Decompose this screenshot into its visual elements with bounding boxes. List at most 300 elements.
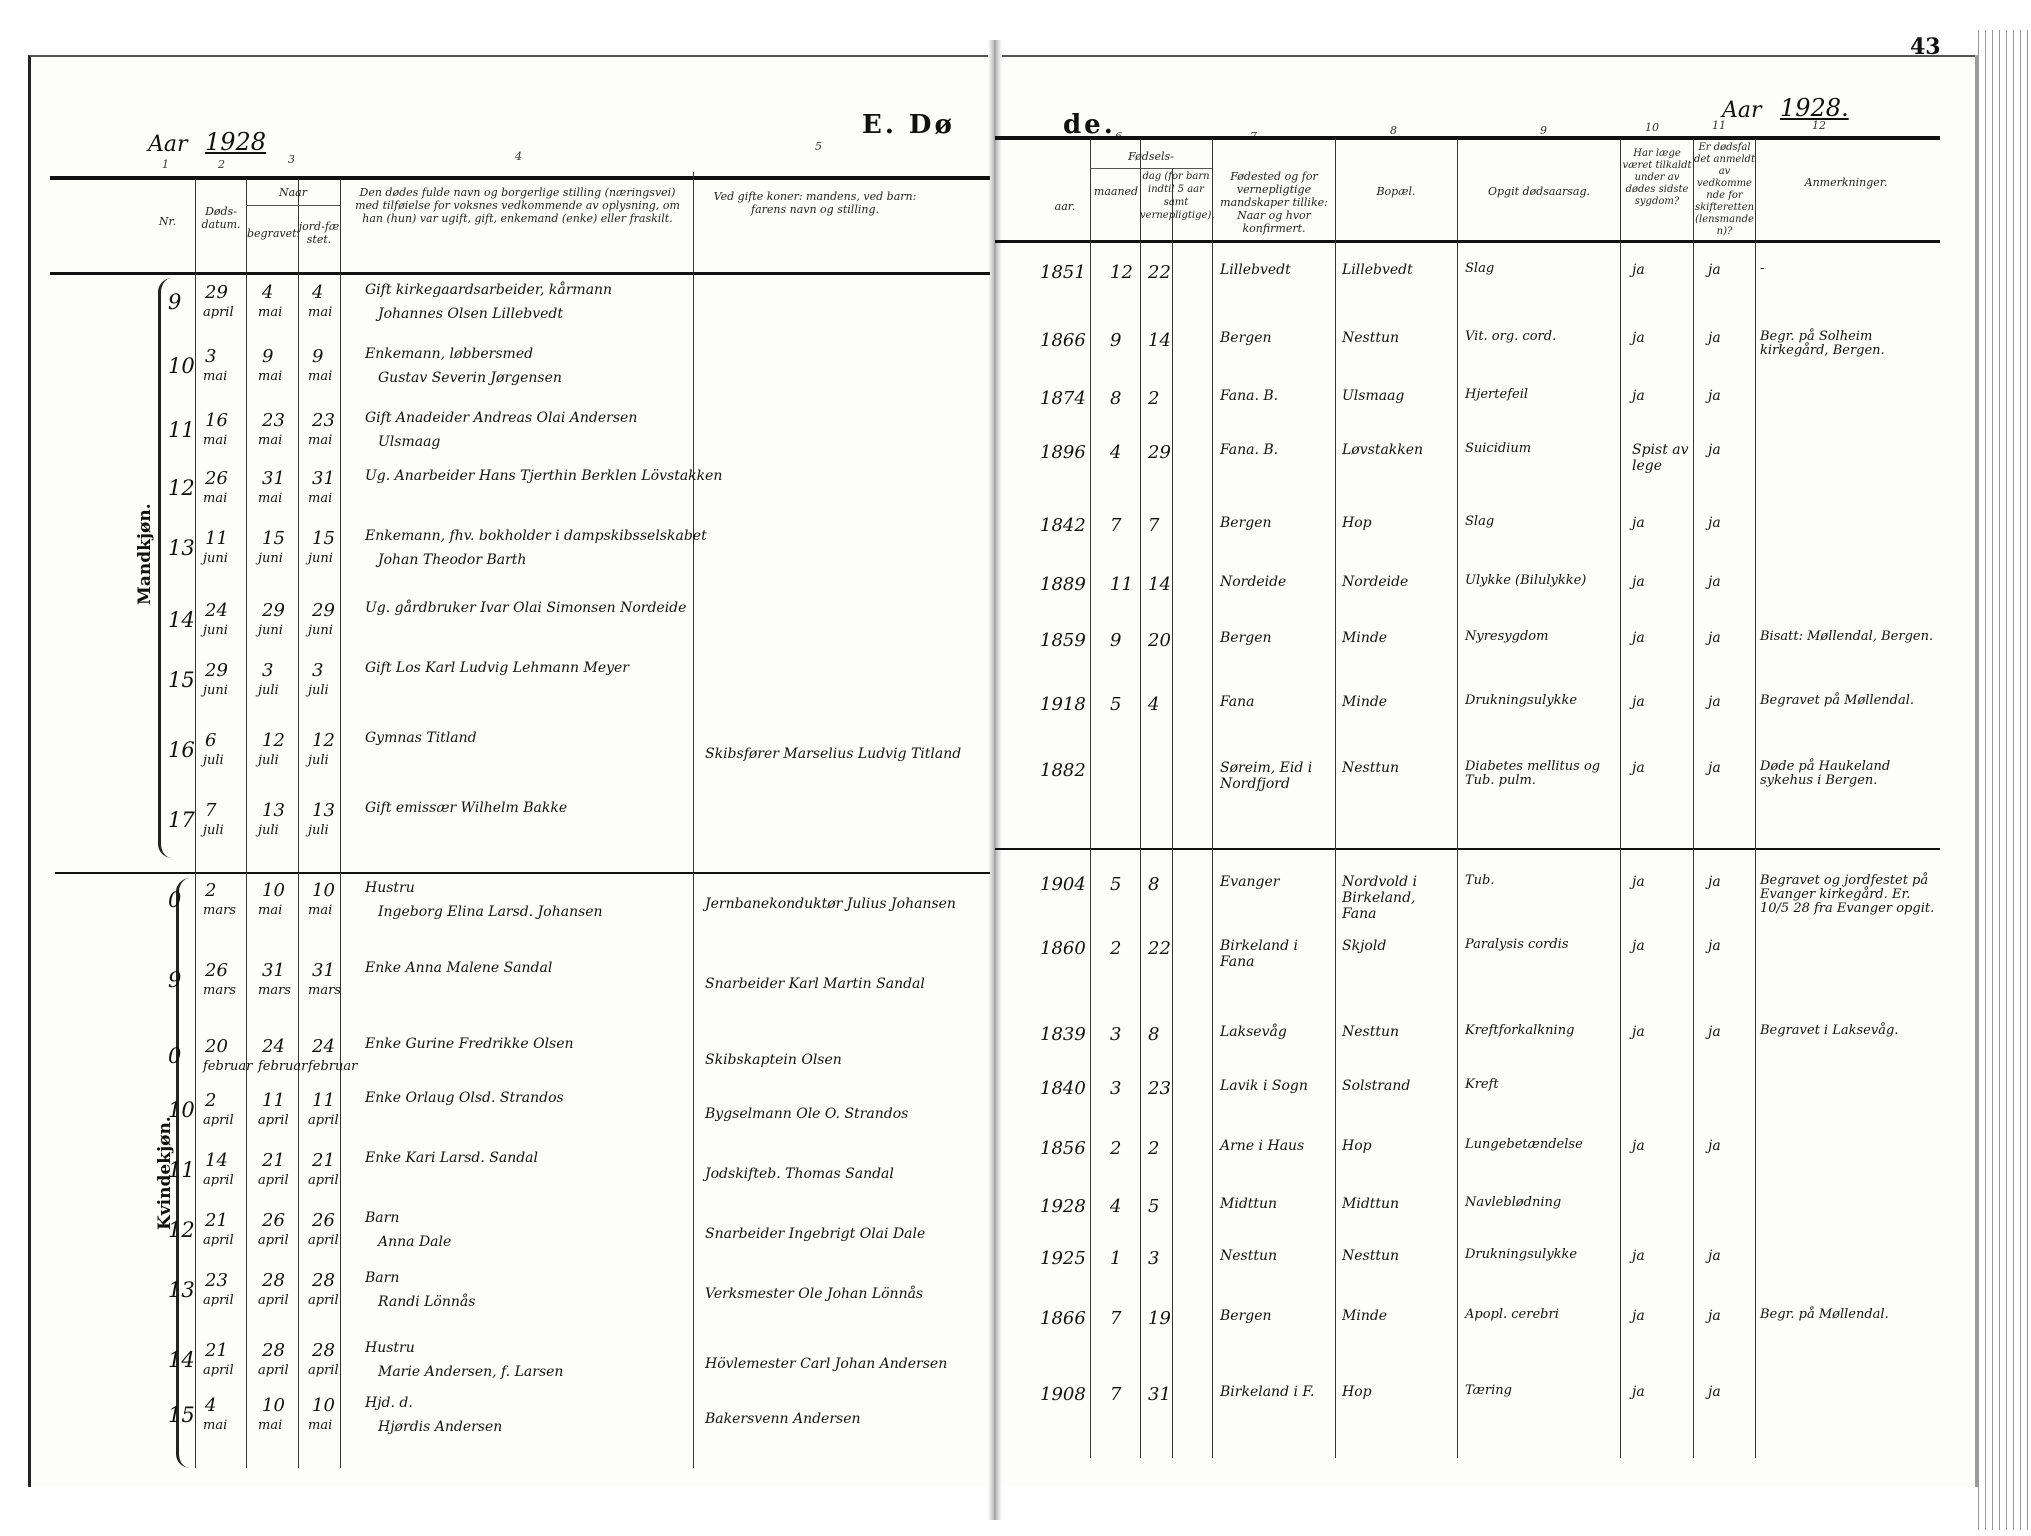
cell-month: 8	[1110, 388, 1122, 409]
cell-d: 4	[205, 1395, 217, 1416]
cell-name: Randi Lönnås	[378, 1294, 476, 1310]
cell-cause: Tub.	[1465, 873, 1495, 888]
cell-d: 21	[312, 1150, 335, 1171]
cell-month: 3	[1110, 1078, 1122, 1099]
cell-name: Ug. gårdbruker Ivar Olai Simonsen Nordeide	[365, 600, 687, 616]
cell-residence: Nesttun	[1342, 1024, 1400, 1040]
header-earth: jord-fæstet.	[298, 220, 340, 246]
cell-m: juli	[258, 753, 279, 768]
cell-name: Gift Los Karl Ludvig Lehmann Meyer	[365, 660, 629, 676]
cell-birthplace: Bergen	[1220, 630, 1272, 646]
cell-nr: 13	[168, 536, 195, 560]
cell-year: 1860	[1040, 938, 1086, 959]
cell-d: 4	[312, 282, 324, 303]
header-doctor: Har læge været tilkaldt under av dødes sidste sygdom?	[1622, 148, 1692, 207]
cell-day: 5	[1148, 1196, 1160, 1217]
cell-name: Gymnas Titland	[365, 730, 477, 746]
cell-year: 1882	[1040, 760, 1086, 781]
cell-m: april	[308, 1173, 339, 1188]
cell-m: mai	[258, 903, 283, 918]
col-rule	[195, 178, 196, 1468]
cell-cause: Slag	[1465, 514, 1495, 529]
cell-residence: Nesttun	[1342, 330, 1400, 346]
cell-m: mai	[308, 369, 333, 384]
page-number: 43	[1910, 34, 1941, 60]
cell-m: april	[258, 1113, 289, 1128]
cell-m: april	[203, 305, 234, 320]
cell-m: april	[308, 1233, 339, 1248]
cell-d: 26	[312, 1210, 335, 1231]
cell-d: 12	[312, 730, 335, 751]
cell-day: 4	[1148, 694, 1160, 715]
year-right: 1928.	[1780, 94, 1849, 122]
cell-spouse: Snarbeider Ingebrigt Olai Dale	[705, 1226, 926, 1242]
cell-name: Barn	[365, 1210, 400, 1226]
cell-birthplace: Fana	[1220, 694, 1255, 710]
cell-d: 31	[262, 960, 285, 981]
col-rule	[246, 178, 247, 1468]
cell-day: 31	[1148, 1384, 1171, 1405]
cell-m: februar	[308, 1059, 358, 1074]
cell-spouse: Skibsfører Marselius Ludvig Titland	[705, 746, 962, 762]
col-rule	[1172, 168, 1173, 1458]
cell-d: 29	[262, 600, 285, 621]
cell-m: mai	[308, 903, 333, 918]
cell-d: 10	[312, 880, 335, 901]
cell-name: Hustru	[365, 1340, 415, 1356]
cell-nr: 9	[168, 968, 182, 992]
cell-d: 23	[205, 1270, 228, 1291]
cell-nr: 13	[168, 1278, 195, 1302]
col-rule	[1693, 138, 1694, 1458]
cell-name: Enkemann, fhv. bokholder i dampskibsselskabet	[365, 528, 707, 544]
cell-day: 22	[1148, 262, 1171, 283]
cell-d: 15	[312, 528, 335, 549]
group-label-female: Kvindekjøn.	[155, 1116, 175, 1230]
cell-m: mai	[258, 433, 283, 448]
col-rule	[1457, 138, 1458, 1458]
cell-month: 5	[1110, 694, 1122, 715]
header-naar: Naar	[279, 186, 307, 199]
cell-doctor: ja	[1632, 760, 1645, 776]
cell-name: Johan Theodor Barth	[378, 552, 527, 568]
column-number: 10	[1645, 121, 1659, 134]
cell-cause: Navleblødning	[1465, 1195, 1562, 1210]
cell-nr: 14	[168, 1348, 195, 1372]
header-cause: Opgit dødsaarsag.	[1487, 185, 1590, 198]
cell-m: mai	[308, 433, 333, 448]
cell-year: 1866	[1040, 330, 1086, 351]
cell-d: 6	[205, 730, 217, 751]
cell-month: 4	[1110, 442, 1122, 463]
naar-rule	[246, 205, 340, 206]
cell-cause: Hjertefeil	[1465, 387, 1529, 402]
header-bottom-rule	[50, 272, 990, 275]
cell-residence: Lillebvedt	[1342, 262, 1413, 278]
cell-m: mai	[308, 491, 333, 506]
cell-residence: Nordeide	[1342, 574, 1409, 590]
cell-residence: Hop	[1342, 1138, 1372, 1154]
cell-m: februar	[258, 1059, 308, 1074]
header-remarks: Anmerkninger.	[1804, 176, 1888, 189]
cell-nr: 12	[168, 476, 195, 500]
cell-day: 19	[1148, 1308, 1171, 1329]
cell-d: 24	[205, 600, 228, 621]
cell-m: juli	[308, 683, 329, 698]
header-nr: Nr.	[158, 215, 177, 228]
cell-birthplace: Arne i Haus	[1220, 1138, 1305, 1154]
cell-spouse: Jodskifteb. Thomas Sandal	[705, 1166, 894, 1182]
cell-d: 28	[312, 1340, 335, 1361]
cell-cause: Apopl. cerebri	[1465, 1307, 1559, 1322]
cell-m: mai	[203, 369, 228, 384]
cell-year: 1918	[1040, 694, 1086, 715]
col-rule	[1090, 138, 1091, 1458]
header-birth-year: aar.	[1054, 200, 1076, 213]
cell-month: 4	[1110, 1196, 1122, 1217]
cell-month: 2	[1110, 1138, 1122, 1159]
cell-cause: Lungebetændelse	[1465, 1137, 1583, 1152]
cell-cause: Diabetes mellitus og Tub. pulm.	[1465, 759, 1601, 788]
cell-name: Enke Gurine Fredrikke Olsen	[365, 1036, 574, 1052]
cell-year: 1859	[1040, 630, 1086, 651]
cell-m: mai	[203, 433, 228, 448]
header-name: Den dødes fulde navn og borgerlige stilling (næringsvei) med tilføielse for voksnes vedkommende av oplysning, om han (hun) var ugift, gift, enkemand (enke) eller fraskilt.	[355, 186, 680, 225]
cell-m: mars	[203, 983, 236, 998]
cell-year: 1839	[1040, 1024, 1086, 1045]
cell-residence: Nordvold i Birkeland, Fana	[1342, 874, 1418, 922]
cell-d: 21	[205, 1210, 228, 1231]
cell-month: 5	[1110, 874, 1122, 895]
cell-d: 13	[262, 800, 285, 821]
column-number: 9	[1540, 124, 1547, 137]
cell-remarks: Døde på Haukeland sykehus i Bergen.	[1760, 759, 1891, 788]
cell-reported: ja	[1708, 1384, 1721, 1400]
cell-spouse: Bakersvenn Andersen	[705, 1411, 861, 1427]
page-edges	[1975, 30, 2031, 1530]
col-rule	[1335, 138, 1336, 1458]
cell-d: 26	[205, 960, 228, 981]
cell-m: mai	[203, 1418, 228, 1433]
cell-day: 2	[1148, 388, 1160, 409]
cell-doctor: ja	[1632, 330, 1645, 346]
cell-nr: 15	[168, 668, 195, 692]
cell-remarks: Begr. på Solheim kirkegård, Bergen.	[1760, 329, 1885, 358]
cell-d: 2	[205, 880, 217, 901]
cell-day: 7	[1148, 515, 1160, 536]
cell-d: 3	[205, 346, 217, 367]
cell-nr: 9	[168, 290, 182, 314]
cell-d: 9	[262, 346, 274, 367]
cell-nr: 15	[168, 1403, 195, 1427]
cell-cause: Drukningsulykke	[1465, 1247, 1578, 1262]
cell-month: 9	[1110, 330, 1122, 351]
cell-birthplace: Lillebvedt	[1220, 262, 1291, 278]
cell-doctor: Spist av lege	[1632, 442, 1689, 474]
cell-m: juni	[203, 551, 228, 566]
cell-remarks: Begravet på Møllendal.	[1760, 693, 1915, 708]
cell-residence: Hop	[1342, 515, 1372, 531]
cell-birthplace: Fana. B.	[1220, 388, 1279, 404]
header-birth-month: maaned	[1093, 185, 1139, 198]
cell-birthplace: Bergen	[1220, 515, 1272, 531]
cell-name: Ug. Anarbeider Hans Tjerthin Berklen Lövstakken	[365, 468, 723, 484]
cell-name: Gustav Severin Jørgensen	[378, 370, 562, 386]
cell-day: 23	[1148, 1078, 1171, 1099]
cell-spouse: Snarbeider Karl Martin Sandal	[705, 976, 925, 992]
cell-birthplace: Søreim, Eid i Nordfjord	[1220, 760, 1313, 792]
cell-d: 26	[262, 1210, 285, 1231]
cell-cause: Suicidium	[1465, 441, 1532, 456]
cell-m: mai	[258, 369, 283, 384]
cell-day: 8	[1148, 1024, 1160, 1045]
cell-spouse: Hövlemester Carl Johan Andersen	[705, 1356, 948, 1372]
cell-d: 23	[312, 410, 335, 431]
cell-birthplace: Midttun	[1220, 1196, 1278, 1212]
cell-m: juni	[203, 683, 228, 698]
cell-m: mai	[258, 491, 283, 506]
cell-remarks: Bisatt: Møllendal, Bergen.	[1760, 629, 1934, 644]
cell-residence: Løvstakken	[1342, 442, 1424, 458]
column-number: 6	[1115, 130, 1122, 143]
col-rule	[693, 172, 694, 1468]
column-number: 8	[1390, 124, 1397, 137]
cell-month: 11	[1110, 574, 1133, 595]
cell-cause: Paralysis cordis	[1465, 937, 1569, 952]
cell-d: 4	[262, 282, 274, 303]
cell-spouse: Verksmester Ole Johan Lönnås	[705, 1286, 924, 1302]
header-birthplace: Fødested og for vernepligtige mandskaper tillike: Naar og hvor konfirmert.	[1220, 170, 1328, 235]
cell-m: juli	[308, 823, 329, 838]
cell-month: 3	[1110, 1024, 1122, 1045]
cell-doctor: ja	[1632, 938, 1645, 954]
cell-year: 1842	[1040, 515, 1086, 536]
cell-birthplace: Laksevåg	[1220, 1024, 1287, 1040]
cell-name: Hjørdis Andersen	[378, 1419, 503, 1435]
cell-nr: 12	[168, 1218, 195, 1242]
cell-d: 10	[312, 1395, 335, 1416]
cell-m: juli	[258, 823, 279, 838]
cell-d: 10	[262, 880, 285, 901]
cell-m: juni	[308, 551, 333, 566]
col-rule	[1755, 138, 1756, 1458]
year-left: 1928	[205, 128, 267, 156]
cell-doctor: ja	[1632, 874, 1645, 890]
cell-day: 8	[1148, 874, 1160, 895]
cell-d: 29	[312, 600, 335, 621]
cell-cause: Ulykke (Bilulykke)	[1465, 573, 1587, 588]
section-title-right: de.	[1063, 110, 1116, 140]
cell-d: 28	[262, 1340, 285, 1361]
cell-doctor: ja	[1632, 1308, 1645, 1324]
cell-d: 3	[312, 660, 324, 681]
cell-nr: 10	[168, 1098, 195, 1122]
cell-name: Enke Anna Malene Sandal	[365, 960, 553, 976]
cell-year: 1856	[1040, 1138, 1086, 1159]
cell-reported: ja	[1708, 330, 1721, 346]
cell-residence: Minde	[1342, 1308, 1388, 1324]
cell-reported: ja	[1708, 1308, 1721, 1324]
cell-name: Marie Andersen, f. Larsen	[378, 1364, 564, 1380]
cell-m: april	[308, 1363, 339, 1378]
cell-doctor: ja	[1632, 515, 1645, 531]
cell-reported: ja	[1708, 515, 1721, 531]
cell-month: 1	[1110, 1248, 1122, 1269]
cell-year: 1866	[1040, 1308, 1086, 1329]
cell-name: Gift kirkegaardsarbeider, kårmann	[365, 282, 613, 298]
year-label-left: Aar	[148, 132, 188, 157]
cell-day: 20	[1148, 630, 1171, 651]
cell-year: 1851	[1040, 262, 1086, 283]
cell-reported: ja	[1708, 388, 1721, 404]
cell-m: juli	[203, 823, 224, 838]
cell-cause: Kreftforkalkning	[1465, 1023, 1575, 1038]
cell-remarks: Begravet og jordfestet på Evanger kirkegård. Er. 10/5 28 fra Evanger opgit.	[1760, 873, 1935, 916]
cell-cause: Vit. org. cord.	[1465, 329, 1557, 344]
cell-m: april	[203, 1113, 234, 1128]
cell-spouse: Jernbanekonduktør Julius Johansen	[705, 896, 956, 912]
cell-d: 12	[262, 730, 285, 751]
cell-year: 1874	[1040, 388, 1086, 409]
cell-year: 1908	[1040, 1384, 1086, 1405]
cell-doctor: ja	[1632, 574, 1645, 590]
cell-d: 3	[262, 660, 274, 681]
cell-d: 29	[205, 282, 228, 303]
cell-residence: Skjold	[1342, 938, 1387, 954]
cell-day: 22	[1148, 938, 1171, 959]
cell-name: Anna Dale	[378, 1234, 452, 1250]
header-buried: begravet.	[247, 227, 301, 240]
group-label-male: Mandkjøn.	[135, 503, 155, 605]
cell-d: 28	[312, 1270, 335, 1291]
cell-d: 7	[205, 800, 217, 821]
cell-name: Ulsmaag	[378, 434, 441, 450]
cell-m: juni	[258, 623, 283, 638]
column-number: 3	[288, 153, 295, 166]
cell-nr: 17	[168, 808, 195, 832]
cell-m: april	[203, 1363, 234, 1378]
cell-m: mai	[203, 491, 228, 506]
cell-m: april	[203, 1293, 234, 1308]
cell-cause: Drukningsulykke	[1465, 693, 1578, 708]
cell-year: 1889	[1040, 574, 1086, 595]
cell-name: Barn	[365, 1270, 400, 1286]
cell-doctor: ja	[1632, 1024, 1645, 1040]
cell-m: april	[308, 1293, 339, 1308]
cell-m: april	[258, 1233, 289, 1248]
cell-d: 16	[205, 410, 228, 431]
cell-year: 1928	[1040, 1196, 1086, 1217]
col-rule	[340, 178, 341, 1468]
cell-birthplace: Nordeide	[1220, 574, 1287, 590]
cell-m: mars	[203, 903, 236, 918]
cell-name: Enkemann, løbbersmed	[365, 346, 534, 362]
cell-m: april	[258, 1173, 289, 1188]
cell-m: april	[203, 1173, 234, 1188]
column-number: 11	[1712, 119, 1726, 132]
cell-cause: Kreft	[1465, 1077, 1499, 1092]
cell-nr: 11	[168, 1158, 195, 1182]
cell-name: Ingeborg Elina Larsd. Johansen	[378, 904, 603, 920]
cell-cause: Nyresygdom	[1465, 629, 1549, 644]
cell-m: mars	[258, 983, 291, 998]
cell-name: Enke Kari Larsd. Sandal	[365, 1150, 539, 1166]
cell-d: 14	[205, 1150, 228, 1171]
header-birth-day: dag (for barn indtil 5 aar samt vernepligtige).	[1140, 171, 1215, 221]
cell-residence: Hop	[1342, 1384, 1372, 1400]
cell-m: april	[258, 1363, 289, 1378]
cell-birthplace: Fana. B.	[1220, 442, 1279, 458]
column-number: 7	[1250, 130, 1257, 143]
header-top-rule	[50, 176, 990, 180]
cell-name: Johannes Olsen Lillebvedt	[378, 306, 564, 322]
cell-name: Hjd. d.	[365, 1395, 413, 1411]
cell-remarks: Begravet i Laksevåg.	[1760, 1023, 1899, 1038]
cell-birthplace: Birkeland i Fana	[1220, 938, 1298, 970]
cell-doctor: ja	[1632, 630, 1645, 646]
header-reported: Er dødsfal det anmeldt av vedkommende for skifteretten (lensmanden)?	[1694, 142, 1755, 237]
cell-name: Gift Anadeider Andreas Olai Andersen	[365, 410, 638, 426]
cell-nr: 0	[168, 888, 182, 912]
cell-day: 14	[1148, 574, 1171, 595]
cell-residence: Solstrand	[1342, 1078, 1411, 1094]
cell-nr: 14	[168, 608, 195, 632]
birth-rule	[1090, 168, 1212, 169]
cell-doctor: ja	[1632, 1138, 1645, 1154]
cell-month: 9	[1110, 630, 1122, 651]
cell-m: mai	[308, 1418, 333, 1433]
cell-reported: ja	[1708, 442, 1721, 458]
cell-d: 11	[262, 1090, 285, 1111]
cell-reported: ja	[1708, 262, 1721, 278]
cell-residence: Minde	[1342, 630, 1388, 646]
cell-d: 26	[205, 468, 228, 489]
cell-d: 31	[312, 960, 335, 981]
cell-reported: ja	[1708, 694, 1721, 710]
cell-m: mai	[308, 305, 333, 320]
book-gutter	[988, 40, 1002, 1520]
cell-reported: ja	[1708, 938, 1721, 954]
cell-year: 1896	[1040, 442, 1086, 463]
cell-doctor: ja	[1632, 1384, 1645, 1400]
cell-d: 15	[262, 528, 285, 549]
column-number: 12	[1812, 119, 1826, 132]
cell-residence: Ulsmaag	[1342, 388, 1405, 404]
cell-reported: ja	[1708, 630, 1721, 646]
cell-month: 2	[1110, 938, 1122, 959]
header-spouse: Ved gifte koner: mandens, ved barn: farens navn og stilling.	[713, 190, 917, 216]
cell-d: 23	[262, 410, 285, 431]
cell-m: juni	[203, 623, 228, 638]
cell-d: 2	[205, 1090, 217, 1111]
cell-d: 9	[312, 346, 324, 367]
cell-doctor: ja	[1632, 694, 1645, 710]
cell-residence: Nesttun	[1342, 1248, 1400, 1264]
cell-cause: Slag	[1465, 261, 1495, 276]
cell-name: Gift emissær Wilhelm Bakke	[365, 800, 568, 816]
cell-m: mars	[308, 983, 341, 998]
cell-reported: ja	[1708, 1248, 1721, 1264]
cell-name: Hustru	[365, 880, 415, 896]
cell-cause: Tæring	[1465, 1383, 1512, 1398]
cell-m: mai	[258, 305, 283, 320]
cell-day: 29	[1148, 442, 1171, 463]
group-divider-right	[995, 848, 1940, 850]
cell-day: 3	[1148, 1248, 1160, 1269]
cell-birthplace: Bergen	[1220, 1308, 1272, 1324]
cell-m: juli	[203, 753, 224, 768]
column-number: 4	[515, 150, 522, 163]
